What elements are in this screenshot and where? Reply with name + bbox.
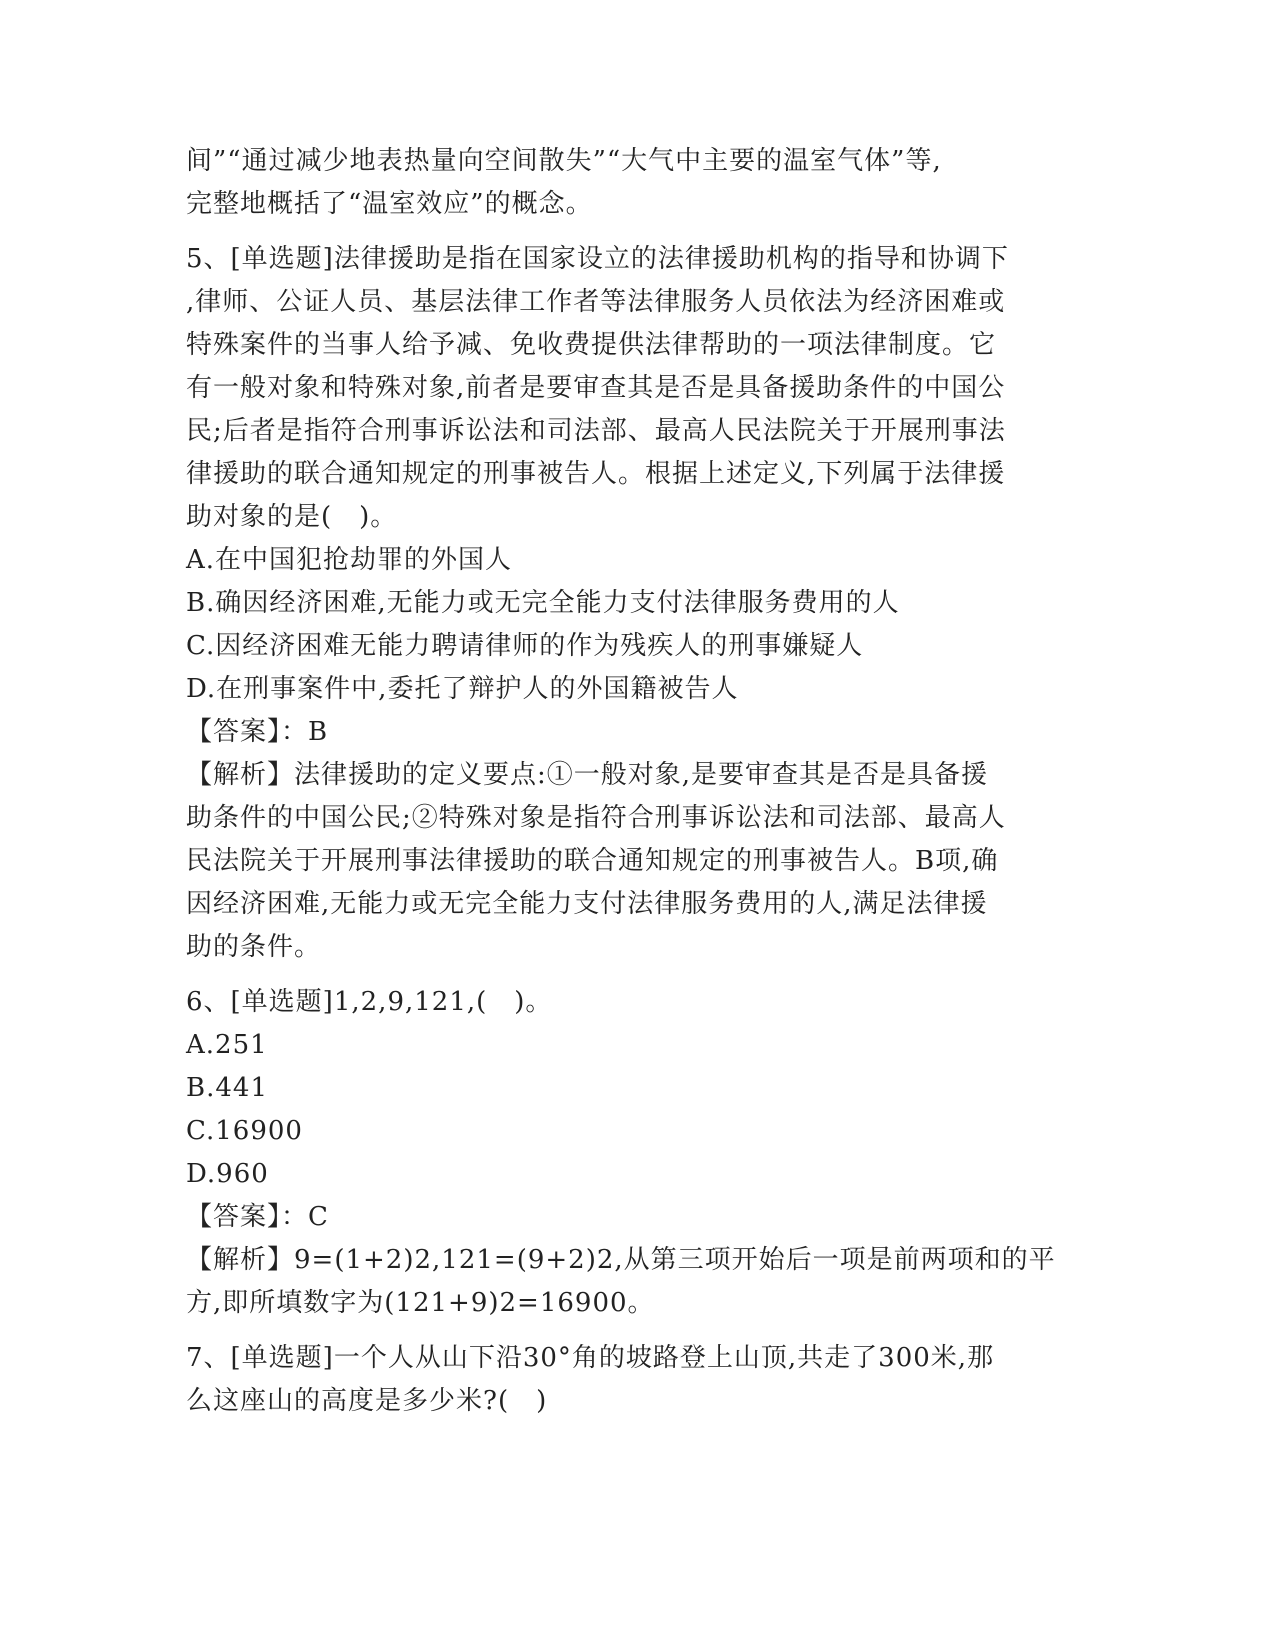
question-5 — [186, 238, 1086, 969]
question-5-analysis-line: 因经济困难,无能力或无完全能力支付法律服务费用的人,满足法律援 — [186, 889, 988, 919]
question-6-option-a: A.251 — [186, 1030, 268, 1060]
question-6-analysis-line: 方,即所填数字为(121+9)2=16900。 — [186, 1288, 655, 1318]
question-6 — [186, 981, 1086, 1325]
question-5-analysis-line: 助条件的中国公民;②特殊对象是指符合刑事诉讼法和司法部、最高人 — [186, 803, 1006, 833]
intro-line: 完整地概括了“温室效应”的概念。 — [186, 189, 593, 219]
question-5-analysis-line: 助的条件。 — [186, 932, 322, 962]
question-5-stem-line: 民;后者是指符合刑事诉讼法和司法部、最高人民法院关于开展刑事法 — [186, 416, 1006, 446]
question-7-stem-line: 7、[单选题]一个人从山下沿30°角的坡路登上山顶,共走了300米,那 — [186, 1343, 995, 1373]
question-6-option-d: D.960 — [186, 1159, 269, 1189]
question-5-stem-line: 有一般对象和特殊对象,前者是要审查其是否是具备援助条件的中国公 — [186, 373, 1006, 403]
question-5-stem-line: 助对象的是( )。 — [186, 502, 398, 532]
question-5-option-c: C.因经济困难无能力聘请律师的作为残疾人的刑事嫌疑人 — [186, 631, 864, 661]
question-6-answer: 【答案】：C — [186, 1202, 329, 1232]
question-5-analysis-line: 民法院关于开展刑事法律援助的联合通知规定的刑事被告人。B项,确 — [186, 846, 999, 876]
intro-line: 间”“通过减少地表热量向空间散失”“大气中主要的温室气体”等, — [186, 146, 942, 176]
question-7 — [186, 1337, 1086, 1423]
question-6-option-c: C.16900 — [186, 1116, 303, 1146]
question-5-stem-line: 特殊案件的当事人给予减、免收费提供法律帮助的一项法律制度。它 — [186, 330, 997, 360]
question-5-option-a: A.在中国犯抢劫罪的外国人 — [186, 545, 513, 575]
intro-paragraph — [186, 140, 1086, 226]
question-6-option-b: B.441 — [186, 1073, 268, 1103]
question-7-stem-line: 么这座山的高度是多少米?( ) — [186, 1386, 548, 1416]
question-6-stem-line: 6、[单选题]1,2,9,121,( )。 — [186, 987, 553, 1017]
document-body — [186, 140, 1086, 1423]
question-5-answer: 【答案】：B — [186, 717, 329, 747]
question-5-stem-line: 5、[单选题]法律援助是指在国家设立的法律援助机构的指导和协调下 — [186, 244, 1009, 274]
question-5-stem-line: 律援助的联合通知规定的刑事被告人。根据上述定义,下列属于法律援 — [186, 459, 1006, 489]
question-5-option-b: B.确因经济困难,无能力或无完全能力支付法律服务费用的人 — [186, 588, 900, 618]
question-5-option-d: D.在刑事案件中,委托了辩护人的外国籍被告人 — [186, 674, 739, 704]
question-6-analysis-line: 【解析】9=(1+2)2,121=(9+2)2,从第三项开始后一项是前两项和的平 — [186, 1245, 1056, 1275]
question-5-analysis-line: 【解析】法律援助的定义要点:①一般对象,是要审查其是否是具备援 — [186, 760, 989, 790]
question-5-stem-line: ,律师、公证人员、基层法律工作者等法律服务人员依法为经济困难或 — [186, 287, 1006, 317]
